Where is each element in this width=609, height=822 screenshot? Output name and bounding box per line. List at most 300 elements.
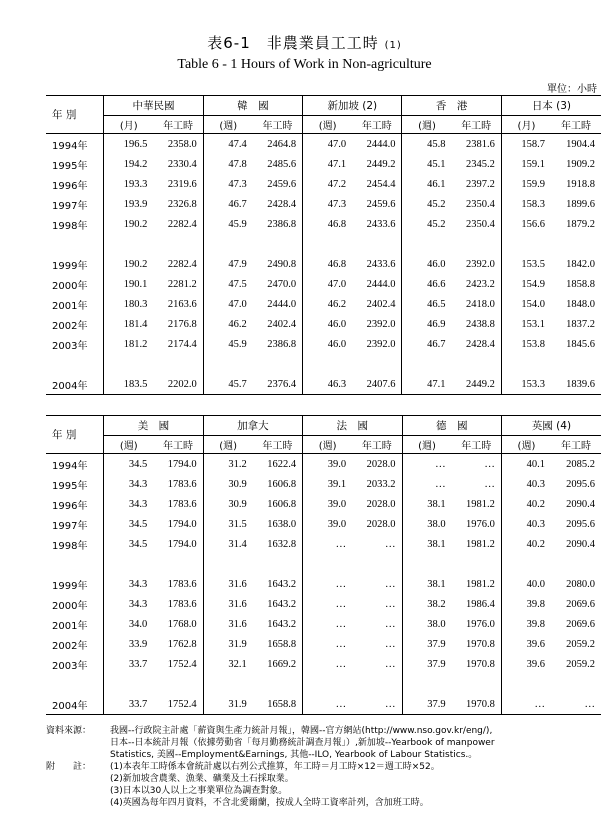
value-cell: … [303, 654, 353, 674]
value-cell: 1632.8 [267, 538, 297, 550]
value-cell: 2028.0 [366, 518, 396, 530]
value-cell: 1768.0 [167, 618, 197, 630]
value-cell: … [385, 538, 396, 550]
value-cell: 2282.4 [167, 218, 197, 230]
value-cell: 46.0 [402, 254, 452, 274]
value-cell: 2433.6 [366, 218, 396, 230]
title-chinese-text: 表6-1 非農業員工工時 [207, 34, 379, 52]
value-cell: 37.9 [402, 654, 452, 674]
value-cell: 154.9 [501, 274, 551, 294]
value-cell: 46.8 [303, 254, 353, 274]
value-cell: 47.0 [303, 274, 353, 294]
value-cell: … [303, 614, 353, 634]
value-cell: 2059.2 [566, 658, 595, 670]
value-cell [203, 554, 253, 574]
value-cell: 47.0 [203, 294, 253, 314]
value-cell: … [303, 534, 353, 554]
year-cell: 2004年 [46, 694, 104, 715]
year-cell [46, 354, 104, 374]
source-block [46, 725, 606, 761]
value-cell: 2444.0 [366, 138, 396, 150]
value-cell: 2470.0 [267, 278, 297, 290]
table-row [46, 234, 601, 254]
value-cell: 1970.8 [466, 658, 495, 670]
value-cell: 31.6 [203, 574, 253, 594]
value-cell: 2281.2 [167, 278, 197, 290]
value-cell: 1981.2 [466, 578, 495, 590]
value-cell: 1842.0 [566, 258, 595, 270]
table-row [46, 614, 601, 634]
unit-header: (週) [402, 436, 452, 454]
country-header: 中華民國 [104, 96, 204, 116]
value-cell: 40.0 [501, 574, 551, 594]
country-header: 加拿大 [203, 416, 302, 436]
value-cell: 45.2 [402, 214, 452, 234]
value-cell: 39.0 [303, 494, 353, 514]
year-cell [46, 674, 104, 694]
unit-header: (週) [402, 116, 452, 134]
unit-header: (週) [501, 436, 551, 454]
note-label: 附 註： [46, 762, 92, 772]
year-cell: 2002年 [46, 634, 104, 654]
value-cell [303, 554, 353, 574]
value-cell [153, 674, 203, 694]
value-cell: 2350.4 [465, 218, 495, 230]
value-cell: 196.5 [123, 138, 148, 150]
table-row [46, 554, 601, 574]
value-cell [501, 554, 551, 574]
note-line: (1)本表年工時係本會統計處以右列公式推算，年工時＝月工時×12＝週工時×52。 [110, 762, 440, 772]
value-cell: 2028.0 [366, 498, 396, 510]
table-row [46, 574, 601, 594]
value-cell: … [501, 694, 551, 715]
value-cell: … [484, 478, 495, 490]
year-cell: 1994年 [46, 134, 104, 155]
value-cell: 2397.2 [465, 178, 495, 190]
value-cell: 1794.0 [167, 518, 197, 530]
value-cell: 39.8 [501, 614, 551, 634]
table-asia [46, 95, 601, 395]
value-cell: 2428.4 [465, 338, 495, 350]
value-cell: 2080.0 [566, 578, 595, 590]
value-cell [104, 554, 154, 574]
value-cell: 40.3 [501, 474, 551, 494]
value-cell: 2176.8 [167, 318, 197, 330]
unit-header: (月) [104, 116, 154, 134]
source-label: 資料來源： [46, 726, 92, 736]
value-cell [104, 354, 154, 374]
table-row [46, 294, 601, 314]
table-row [46, 694, 601, 715]
table-row [46, 514, 601, 534]
value-cell: 31.9 [203, 694, 253, 715]
value-cell: 31.5 [203, 514, 253, 534]
year-cell [46, 554, 104, 574]
value-cell: 31.6 [203, 594, 253, 614]
year-column-header: 年 別 [46, 96, 104, 134]
value-cell: 2449.2 [452, 374, 502, 395]
value-cell: 2485.6 [267, 158, 297, 170]
value-cell: 47.1 [402, 374, 452, 395]
value-cell: 2392.0 [366, 338, 396, 350]
value-cell: 2392.0 [366, 318, 396, 330]
year-cell: 2003年 [46, 334, 104, 354]
value-cell: 190.1 [123, 278, 148, 290]
value-cell: 2454.4 [366, 178, 396, 190]
value-cell: 47.2 [303, 174, 353, 194]
value-cell [452, 234, 502, 254]
value-cell: 40.2 [501, 494, 551, 514]
unit-header: (週) [303, 436, 353, 454]
value-cell: 2090.4 [566, 538, 595, 550]
source-line: Statistics, 美國--Employment&Earnings, 其他--ILO, Yearbook of Labour Statistics.。 [110, 750, 478, 760]
value-cell [501, 234, 551, 254]
value-cell [352, 554, 402, 574]
value-cell: … [385, 638, 396, 650]
value-cell: 47.5 [203, 274, 253, 294]
value-cell: 30.9 [203, 474, 253, 494]
value-cell: 2033.2 [366, 478, 396, 490]
value-cell: 47.9 [203, 254, 253, 274]
value-cell: 46.9 [402, 314, 452, 334]
year-cell: 1995年 [46, 154, 104, 174]
value-cell [203, 234, 253, 254]
value-cell [402, 234, 452, 254]
unit-header-row [46, 116, 601, 134]
value-cell: 2202.0 [153, 374, 203, 395]
value-cell: 2392.0 [465, 258, 495, 270]
value-cell: 2386.8 [267, 218, 297, 230]
value-cell [253, 554, 303, 574]
value-cell: … [385, 618, 396, 630]
value-cell: 2282.4 [167, 258, 197, 270]
value-cell: 1839.6 [551, 374, 601, 395]
value-cell: 46.5 [402, 294, 452, 314]
table-row [46, 334, 601, 354]
unit-header: 年工時 [253, 436, 303, 454]
year-cell: 2001年 [46, 294, 104, 314]
value-cell: … [385, 598, 396, 610]
unit-header: 年工時 [352, 436, 402, 454]
value-cell: … [385, 658, 396, 670]
country-header: 德 國 [402, 416, 501, 436]
value-cell: 190.2 [123, 258, 148, 270]
table-row [46, 194, 601, 214]
value-cell: 39.0 [303, 454, 353, 475]
value-cell [501, 674, 551, 694]
value-cell: 38.1 [402, 494, 452, 514]
value-cell: 1981.2 [466, 538, 495, 550]
unit-header-row [46, 436, 601, 454]
value-cell: 2449.2 [366, 158, 396, 170]
value-cell: 31.4 [203, 534, 253, 554]
value-cell: 45.9 [203, 334, 253, 354]
value-cell: 38.0 [402, 514, 452, 534]
value-cell: 2174.4 [167, 338, 197, 350]
value-cell: 47.3 [303, 194, 353, 214]
value-cell: 34.3 [128, 498, 148, 510]
value-cell: 2464.8 [267, 138, 297, 150]
value-cell: 45.2 [402, 194, 452, 214]
country-header: 英國 (4) [501, 416, 601, 436]
value-cell [551, 234, 601, 254]
value-cell: 1837.2 [566, 318, 595, 330]
value-cell [551, 674, 601, 694]
unit-label: 單位：小時 [547, 84, 597, 95]
value-cell [352, 234, 402, 254]
value-cell: 47.4 [203, 134, 253, 155]
value-cell: 37.9 [402, 634, 452, 654]
table-row [46, 534, 601, 554]
value-cell: 45.1 [402, 154, 452, 174]
value-cell: 39.0 [303, 514, 353, 534]
value-cell: 2350.4 [465, 198, 495, 210]
value-cell: … [484, 458, 495, 470]
value-cell: 2319.6 [167, 178, 197, 190]
value-cell [501, 354, 551, 374]
value-cell: 1783.6 [167, 578, 197, 590]
year-cell: 1999年 [46, 254, 104, 274]
value-cell [153, 554, 203, 574]
value-cell: … [303, 594, 353, 614]
value-cell [452, 554, 502, 574]
value-cell: 1643.2 [267, 618, 297, 630]
year-cell: 1998年 [46, 534, 104, 554]
value-cell [104, 674, 154, 694]
year-cell: 2000年 [46, 594, 104, 614]
value-cell: 31.2 [203, 454, 253, 475]
value-cell: 1622.4 [267, 458, 297, 470]
value-cell: 193.3 [123, 178, 148, 190]
note-line: (2)新加坡含農業、漁業、礦業及土石採取業。 [110, 774, 294, 784]
value-cell: 154.0 [501, 294, 551, 314]
year-cell: 1999年 [46, 574, 104, 594]
value-cell: 153.5 [501, 254, 551, 274]
year-cell: 2001年 [46, 614, 104, 634]
value-cell: … [385, 578, 396, 590]
value-cell: 34.5 [128, 538, 148, 550]
value-cell: 2444.0 [267, 298, 297, 310]
value-cell: 2069.6 [566, 618, 595, 630]
unit-header: 年工時 [452, 436, 502, 454]
value-cell: 46.1 [402, 174, 452, 194]
note-block [46, 761, 606, 809]
value-cell: 2402.4 [267, 318, 297, 330]
value-cell: 47.8 [203, 154, 253, 174]
table-west [46, 415, 601, 715]
value-cell [402, 674, 452, 694]
value-cell: 181.2 [123, 338, 148, 350]
value-cell: 46.0 [303, 334, 353, 354]
value-cell: 1606.8 [267, 498, 297, 510]
value-cell: 2330.4 [167, 158, 197, 170]
unit-header: 年工時 [551, 116, 601, 134]
value-cell: 45.8 [402, 134, 452, 155]
value-cell: 1794.0 [167, 458, 197, 470]
year-cell: 2003年 [46, 654, 104, 674]
value-cell: 34.5 [128, 518, 148, 530]
value-cell: 1669.2 [267, 658, 297, 670]
value-cell: 32.1 [203, 654, 253, 674]
source-line: 日本--日本統計月報（依據勞動省「每月勤務統計調查月報」）,新加坡--Yearbook of manpower [110, 738, 495, 748]
value-cell: 39.1 [303, 474, 353, 494]
value-cell: 33.7 [128, 658, 148, 670]
value-cell: 37.9 [402, 694, 452, 715]
value-cell: 1638.0 [267, 518, 297, 530]
value-cell: 1606.8 [267, 478, 297, 490]
value-cell: 156.6 [501, 214, 551, 234]
value-cell: 153.3 [501, 374, 551, 395]
value-cell [551, 354, 601, 374]
value-cell: … [551, 694, 601, 715]
year-cell: 2002年 [46, 314, 104, 334]
value-cell: 46.8 [303, 214, 353, 234]
value-cell: 46.7 [203, 194, 253, 214]
value-cell: … [303, 634, 353, 654]
value-cell: 2069.6 [566, 598, 595, 610]
value-cell: 2095.6 [566, 478, 595, 490]
value-cell: 2459.6 [366, 198, 396, 210]
table-row [46, 634, 601, 654]
value-cell [551, 554, 601, 574]
notes [46, 725, 606, 809]
year-cell: 2000年 [46, 274, 104, 294]
country-header: 新加坡 (2) [303, 96, 402, 116]
year-cell: 1998年 [46, 214, 104, 234]
table-row [46, 674, 601, 694]
note-text [110, 761, 606, 809]
value-cell: 45.9 [203, 214, 253, 234]
value-cell: 30.9 [203, 494, 253, 514]
value-cell: 2386.8 [267, 338, 297, 350]
value-cell: 1658.8 [253, 694, 303, 715]
value-cell: 40.2 [501, 534, 551, 554]
table-row [46, 474, 601, 494]
country-header-row [46, 96, 601, 116]
value-cell: 34.3 [128, 478, 148, 490]
value-cell [352, 674, 402, 694]
value-cell: 46.7 [402, 334, 452, 354]
value-cell: 34.3 [128, 578, 148, 590]
value-cell: 1643.2 [267, 578, 297, 590]
year-cell: 1997年 [46, 514, 104, 534]
source-text [110, 725, 606, 761]
year-cell: 1996年 [46, 174, 104, 194]
value-cell: 180.3 [123, 298, 148, 310]
value-cell: 2028.0 [366, 458, 396, 470]
value-cell: 1752.4 [167, 658, 197, 670]
year-cell: 1995年 [46, 474, 104, 494]
value-cell: 40.3 [501, 514, 551, 534]
table-row [46, 274, 601, 294]
title-english: Table 6 - 1 Hours of Work in Non-agriculture [177, 57, 432, 72]
value-cell: 1918.8 [566, 178, 595, 190]
value-cell: 153.1 [501, 314, 551, 334]
value-cell: 1970.8 [452, 694, 502, 715]
value-cell: 2428.4 [267, 198, 297, 210]
value-cell: 193.9 [123, 198, 148, 210]
value-cell: 46.0 [303, 314, 353, 334]
value-cell: 2326.8 [167, 198, 197, 210]
value-cell: 2444.0 [366, 278, 396, 290]
value-cell: 39.8 [501, 594, 551, 614]
value-cell: 1794.0 [167, 538, 197, 550]
unit-header: (週) [203, 116, 253, 134]
value-cell: 194.2 [123, 158, 148, 170]
value-cell: 158.3 [501, 194, 551, 214]
value-cell: 1848.0 [566, 298, 595, 310]
value-cell: 1783.6 [167, 498, 197, 510]
value-cell: 2358.0 [167, 138, 197, 150]
value-cell: 1762.8 [167, 638, 197, 650]
value-cell: 2418.0 [465, 298, 495, 310]
unit-header: (月) [501, 116, 551, 134]
value-cell: 190.2 [123, 218, 148, 230]
unit-header: 年工時 [452, 116, 502, 134]
value-cell: 1899.6 [566, 198, 595, 210]
value-cell: 31.9 [203, 634, 253, 654]
value-cell: 34.5 [128, 458, 148, 470]
value-cell [303, 354, 353, 374]
value-cell: 1976.0 [466, 518, 495, 530]
value-cell [153, 354, 203, 374]
unit-header: (週) [203, 436, 253, 454]
value-cell: 34.3 [128, 598, 148, 610]
value-cell: 1904.4 [566, 138, 595, 150]
value-cell: 1783.6 [167, 598, 197, 610]
value-cell: 1658.8 [267, 638, 297, 650]
value-cell: 159.1 [501, 154, 551, 174]
value-cell: 2345.2 [465, 158, 495, 170]
unit-header: 年工時 [551, 436, 601, 454]
value-cell: 39.6 [501, 654, 551, 674]
value-cell: 38.1 [402, 574, 452, 594]
value-cell: 1879.2 [566, 218, 595, 230]
value-cell: 2090.4 [566, 498, 595, 510]
value-cell: 46.2 [303, 294, 353, 314]
table-row [46, 154, 601, 174]
country-header: 日本 (3) [501, 96, 601, 116]
table-row [46, 654, 601, 674]
table-row [46, 354, 601, 374]
value-cell: 40.1 [501, 454, 551, 475]
title-note-marker: (1) [384, 40, 402, 51]
value-cell [452, 674, 502, 694]
value-cell [153, 234, 203, 254]
value-cell: 47.0 [303, 134, 353, 155]
value-cell: 159.9 [501, 174, 551, 194]
value-cell: 2433.6 [366, 258, 396, 270]
value-cell [253, 674, 303, 694]
value-cell: 1981.2 [466, 498, 495, 510]
value-cell [452, 354, 502, 374]
year-cell: 2004年 [46, 374, 104, 395]
value-cell [402, 554, 452, 574]
value-cell [253, 234, 303, 254]
value-cell: 1858.8 [566, 278, 595, 290]
value-cell: 158.7 [501, 134, 551, 155]
title-chinese [0, 32, 609, 53]
table-row [46, 134, 601, 155]
value-cell: 2163.6 [167, 298, 197, 310]
value-cell [352, 354, 402, 374]
country-header: 香 港 [402, 96, 501, 116]
table-row [46, 174, 601, 194]
note-line: (4)英國為每年四月資料，不含北愛爾蘭，按成人全時工資率計列，含加班工時。 [110, 798, 429, 808]
year-cell: 1996年 [46, 494, 104, 514]
table-row [46, 374, 601, 395]
value-cell: 2407.6 [352, 374, 402, 395]
